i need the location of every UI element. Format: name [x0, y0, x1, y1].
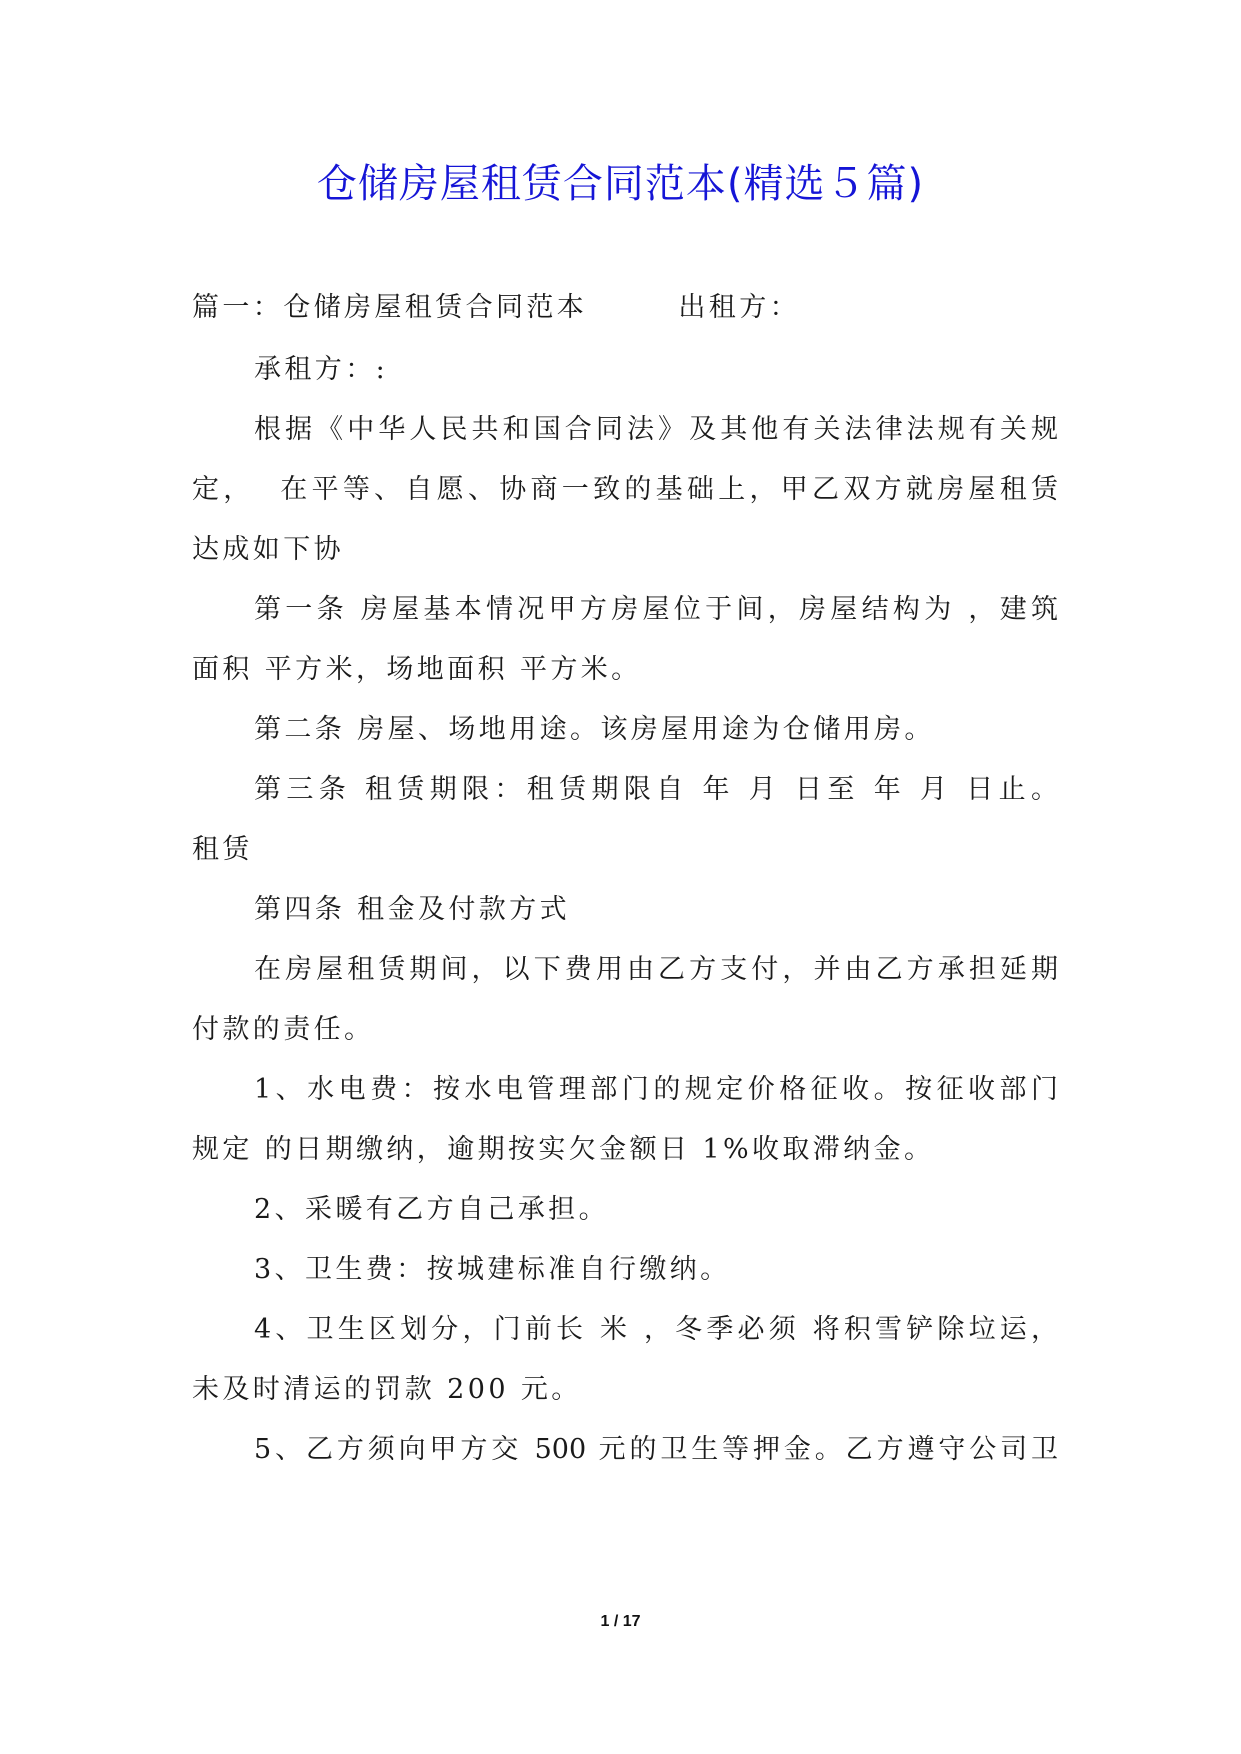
text-line: 定， 在平等、自愿、协商一致的基础上，甲乙双方就房屋租赁 [192, 474, 1058, 505]
document-title: 仓储房屋租赁合同范本(精选５篇) [316, 161, 925, 207]
text-line: 在房屋租赁期间，以下费用由乙方支付，并由乙方承担延期 [254, 954, 1058, 985]
text-line: 1、水电费：按水电管理部门的规定价格征收。按征收部门 [254, 1074, 1058, 1105]
text-line: 根据《中华人民共和国合同法》及其他有关法律法规有关规 [254, 414, 1058, 445]
text-line: 4、卫生区划分，门前长 米 ，冬季必须 将积雪铲除垃运， [254, 1314, 1058, 1345]
text-line: 2、采暖有乙方自己承担。 [254, 1194, 609, 1225]
text-line: 规定 的日期缴纳，逾期按实欠金额日 1%收取滞纳金。 [192, 1134, 935, 1165]
text-line: 5、乙方须向甲方交 500 元的卫生等押金。乙方遵守公司卫 [254, 1434, 1058, 1465]
text-line: 承租方：: [254, 354, 389, 385]
text-line: 未及时清运的罚款 200 元。 [192, 1374, 582, 1405]
text-line: 第三条 租赁期限：租赁期限自 年 月 日至 年 月 日止。 [254, 774, 1058, 805]
text-line: 租赁 [192, 834, 253, 865]
text-line: 第一条 房屋基本情况甲方房屋位于间，房屋结构为 ，建筑 [254, 594, 1058, 625]
text-line: 面积 平方米，场地面积 平方米。 [192, 654, 642, 685]
page-number: 1 / 17 [600, 1613, 641, 1630]
text-line: 3、卫生费：按城建标准自行缴纳。 [254, 1254, 731, 1285]
text-line: 达成如下协 [192, 534, 344, 565]
text-line: 第四条 租金及付款方式 [254, 894, 570, 925]
text-line: 篇一：仓储房屋租赁合同范本 出租方： [192, 292, 800, 323]
text-line: 付款的责任。 [192, 1014, 375, 1045]
text-line: 第二条 房屋、场地用途。该房屋用途为仓储用房。 [254, 714, 935, 745]
